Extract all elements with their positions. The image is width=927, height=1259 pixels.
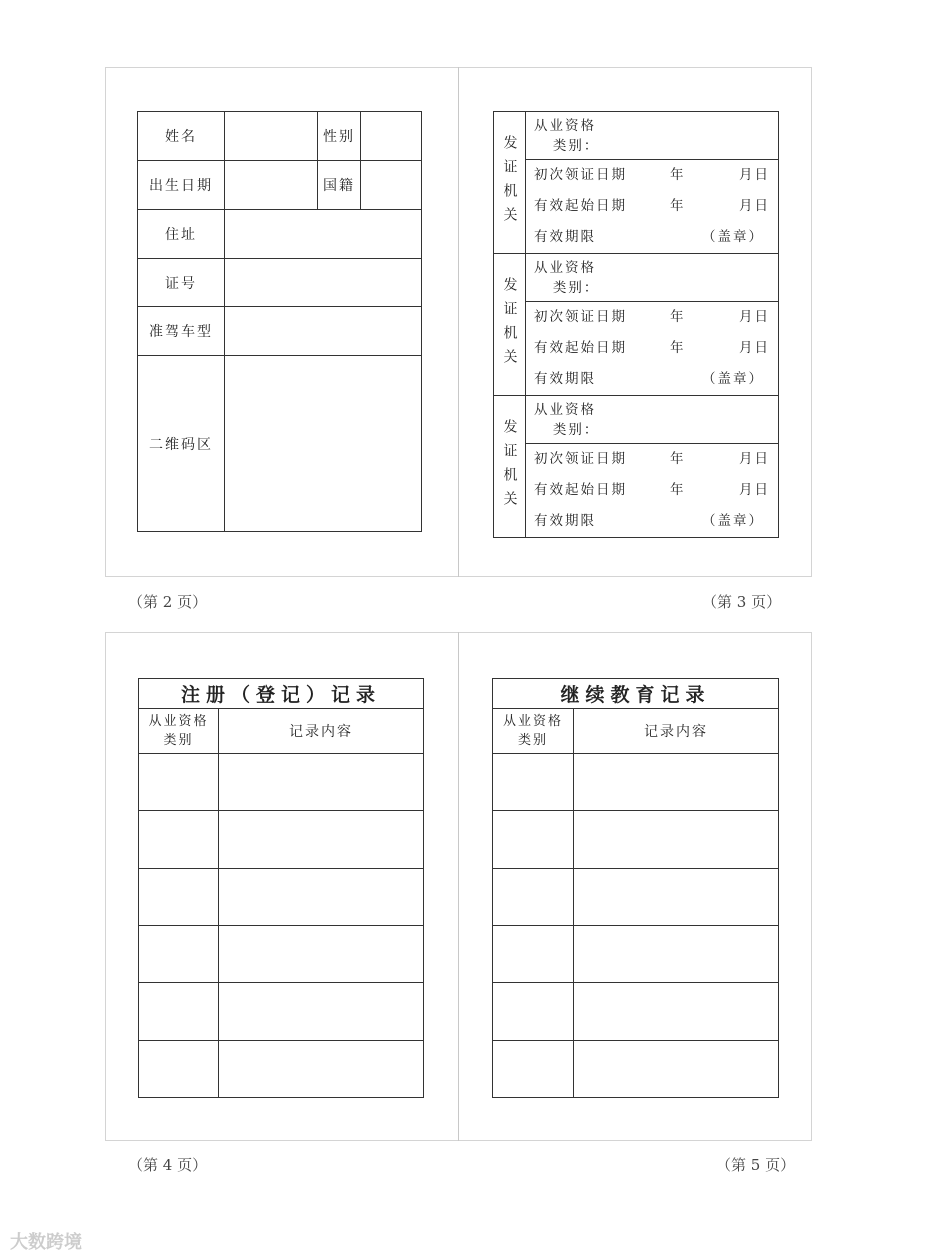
authority-table xyxy=(493,111,779,538)
page-label: （第 3 页） xyxy=(702,593,782,611)
registration-record-table xyxy=(138,678,424,1098)
record-row xyxy=(493,1040,779,1097)
page-label: （第 2 页） xyxy=(128,593,208,611)
issuing-authority-label: 发证机关 xyxy=(494,254,526,396)
table-title: 继续教育记录 xyxy=(493,679,779,709)
label-name: 姓名 xyxy=(138,112,225,161)
issuing-authority-label: 发证机关 xyxy=(494,396,526,538)
validity-info: 初次领证日期 年 月 日 有效起始日期 年 月 日 有效期限 （盖章） xyxy=(526,302,779,396)
record-row xyxy=(139,1040,424,1097)
header-content: 记录内容 xyxy=(574,709,779,754)
label-vehicle: 准驾车型 xyxy=(138,307,225,356)
record-row xyxy=(139,983,424,1040)
personal-info-table xyxy=(137,111,422,532)
qualification-category: 从业资格 类别： xyxy=(526,396,779,444)
record-row xyxy=(139,925,424,982)
validity-info: 初次领证日期 年 月 日 有效起始日期 年 月 日 有效期限 （盖章） xyxy=(526,444,779,538)
label-address: 住址 xyxy=(138,210,225,259)
label-nationality: 国籍 xyxy=(318,161,361,210)
spine-divider xyxy=(458,632,459,1141)
qualification-category: 从业资格 类别： xyxy=(526,254,779,302)
record-row xyxy=(493,925,779,982)
record-row xyxy=(139,754,424,811)
header-content: 记录内容 xyxy=(219,709,424,754)
record-row xyxy=(493,983,779,1040)
qualification-category: 从业资格 类别： xyxy=(526,112,779,160)
validity-info: 初次领证日期 年 月 日 有效起始日期 年 月 日 有效期限 （盖章） xyxy=(526,160,779,254)
label-gender: 性别 xyxy=(318,112,361,161)
issuing-authority-label: 发证机关 xyxy=(494,112,526,254)
record-row xyxy=(493,811,779,868)
education-record-table xyxy=(492,678,779,1098)
record-row xyxy=(493,868,779,925)
header-category: 从业资格 类别 xyxy=(493,709,574,754)
record-row xyxy=(493,754,779,811)
header-category: 从业资格 类别 xyxy=(139,709,219,754)
watermark-logo: 大数跨境 xyxy=(10,1232,82,1253)
record-row xyxy=(139,868,424,925)
table-title: 注册（登记）记录 xyxy=(139,679,424,709)
label-cert-no: 证号 xyxy=(138,259,225,307)
spine-divider xyxy=(458,67,459,577)
label-birth: 出生日期 xyxy=(138,161,225,210)
record-row xyxy=(139,811,424,868)
page-label: （第 4 页） xyxy=(128,1156,208,1174)
page-label: （第 5 页） xyxy=(716,1156,796,1174)
label-qr: 二维码区 xyxy=(138,356,225,532)
